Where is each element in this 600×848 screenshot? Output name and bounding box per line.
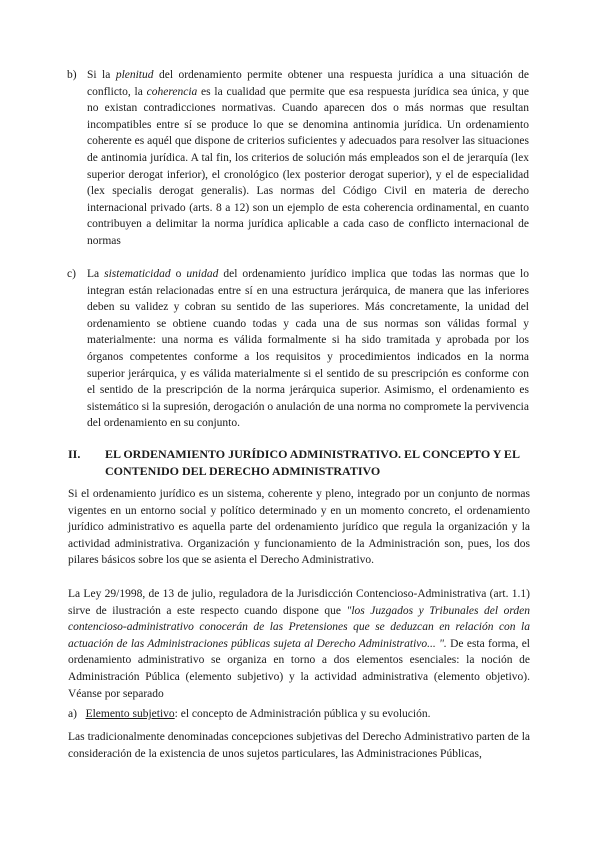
subsection-a	[68, 706, 530, 723]
subsection-marker: a)	[68, 708, 77, 720]
subjective-paragraph: Las tradicionalmente denominadas concepciones subjetivas del Derecho Administrativo parten de la consideración de la existencia de unos sujetos particulares, las Administraciones Públicas,	[68, 731, 530, 760]
law-paragraph: La Ley 29/1998, de 13 de julio, reguladora de la Jurisdicción Contencioso-Administrativa (art. 1.1) sirve de ilustración a este respecto cuando dispone que "los Juzgados y Tribunales del orden contencioso-administrativo conocerán de las Pretensiones que se deduzcan en relación con la actuación de las Administraciones públicas sujeta al Derecho Administrativo... ". De esta forma, el ordenamiento administrativo se organiza en torno a dos elementos esenciales: la noción de Administración Pública (elemento subjetivo) y la actividad administrativa (elemento objetivo). Véanse por separado	[68, 588, 531, 700]
list-item-b	[67, 67, 530, 250]
term-coherencia: coherencia	[146, 85, 198, 98]
section-number: II.	[68, 447, 81, 461]
term-plenitud: plenitud	[115, 69, 154, 81]
subjective-paragraph-block	[68, 729, 530, 762]
list-marker-c: c)	[67, 268, 76, 280]
term-unidad: unidad	[186, 268, 219, 280]
section-title: EL ORDENAMIENTO JURÍDICO ADMINISTRATIVO. EL CONCEPTO Y EL CONTENIDO DEL DERECHO ADMINISTRATIVO	[105, 447, 520, 478]
term-sistematicidad: sistematicidad	[104, 268, 171, 280]
intro-paragraph: Si el ordenamiento jurídico es un sistema, coherente y pleno, integrado por un conjunto de normas vigentes en un entorno social y político determinado y en un momento concreto, el ordenamiento jurídico administrativo es aquella parte del ordenamiento jurídico que regula la organización y la actividad administrativa. Organización y funcionamiento de la Administración son, pues, los dos pilares básicos sobre los que se asienta el Derecho Administrativo.	[68, 488, 530, 567]
section-heading	[68, 446, 530, 480]
intro-paragraph-block	[68, 486, 530, 569]
subsection-text: : el concepto de Administración pública y su evolución.	[174, 708, 431, 720]
law-paragraph-block	[68, 586, 530, 702]
list-marker-b: b)	[67, 69, 77, 81]
systematicity-paragraph: La sistematicidad o unidad del ordenamiento jurídico implica que todas las normas que lo integran están relacionadas entre sí en una estructura jerárquica, de manera que las inferiores deben su validez y cobran su sentido de las superiores. Más concretamente, la unidad del ordenamiento se obtiene cuando todas y cada una de sus normas son válidas formal y materialmente: una norma es válida formalmente si ha sido tramitada y aprobada por los órganos competentes conforme a los requisitos y procedimientos indicados en la norma superior jerárquica, y es válida materialmente si el sentido de su prescripción es conforme con el sentido de la prescripción de la norma jerárquica superior. Asimismo, el ordenamiento es sistemático si la supresión, derogación o anulación de una norma no compromete la pervivencia del ordenamiento en su conjunto.	[87, 268, 530, 430]
coherence-paragraph: Si la plenitud del ordenamiento permite obtener una respuesta jurídica a una situación de conflicto, la coherencia es la cualidad que permite que esa respuesta jurídica sea única, y que no existan contradicciones normativas. Cuando aparecen dos o más normas que resultan incompatibles entre sí se produce lo que se denomina antinomia jurídica. Un ordenamiento coherente es aquél que dispone de criterios suficientes y adecuados para resolver las situaciones de antinomia jurídica. A tal fin, los criterios de solución más empleados son el de jerarquía (lex superior derogat inferior), el cronológico (lex posterior derogat superior), y el de especialidad (lex specialis derogat generalis). Las normas del Código Civil en materia de derecho internacional privado (arts. 8 a 12) son un ejemplo de esta coherencia ordinamental, en cuanto contribuyen a delimitar la norma jurídica aplicable a cada caso de conflicto internacional de normas	[87, 69, 530, 247]
law-quote: "los Juzgados y Tribunales del orden contencioso-administrativo conocerán de las Pretensiones que se deduzcan en relación con la actuación de las Administraciones públicas sujeta al Derecho Administrativo... ".	[68, 604, 530, 650]
subsection-label: Elemento subjetivo	[85, 708, 175, 720]
list-item-c	[67, 266, 530, 432]
